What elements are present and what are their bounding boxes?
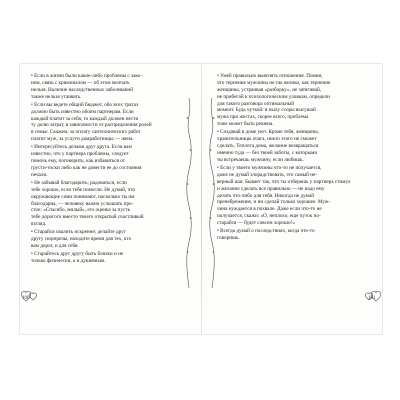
- text-line: тебе хорошо, если тебе помогли. Не думай, что: [31, 186, 136, 193]
- text-line: старайся — будет совсем хорошо!»: [217, 220, 295, 227]
- text-line: именно туда — без твоей заботы, с которыми: [217, 149, 318, 156]
- text-line: получается, скажи: «О, неплохо, еще чуток по-: [217, 213, 321, 220]
- text-line: даже не думай злорадствовать, это самый не-: [217, 171, 317, 178]
- right-page-text: [217, 73, 370, 242]
- text-line: • Если у твоего мужчины что-то не получается,: [217, 164, 322, 171]
- text-line: • Создавай в доме уют. Кроме тебя, женщины,: [217, 129, 319, 136]
- text-line: помочь ему, поговорить, как избавиться от: [31, 158, 126, 165]
- text-line: каждый платит за себя, то каждый должен нести: [31, 115, 139, 122]
- text-line: печали.: [31, 171, 48, 178]
- text-line: тебе дорогого вместо твоего открытый счастливый: [31, 214, 144, 221]
- text-line: что терпение мужчины не так велико, как терпение: [217, 79, 331, 86]
- text-line: • Если вы ведете общий бюджет, обо всех тратах: [31, 101, 139, 108]
- text-line: • Всегда думай о последствиях, когда что-то: [217, 228, 315, 235]
- text-line: пренебрежение, и ни сделай только хорошее. Муж-: [217, 199, 331, 206]
- book-spread: [20, 64, 382, 334]
- text-line: мужа при жестах, скорее всего, проблема: [217, 114, 309, 121]
- text-line: ты встречаешь мужчину, если любишь.: [217, 156, 304, 163]
- text-line: в семье. Скажем, за оплату сантехнических работ: [31, 129, 141, 136]
- text-line: верный шаг. Бывает так, что ты отберешь у партнера стимул: [217, 178, 351, 185]
- text-line: • Если в жизни были какие-либо проблемы с зако-: [31, 73, 142, 79]
- right-page-number: 101: [368, 296, 376, 301]
- text-line: • Не забывай благодарить, радоваться, если: [31, 179, 127, 186]
- text-line: также нельзя утаивать.: [31, 93, 82, 100]
- text-line: чина нуждается в похвале. Даже если что-то не: [217, 206, 322, 213]
- text-line: ту долю затрат, в зависимости от распределения ролей: [31, 122, 152, 129]
- text-line: нельзя. Наличие наследственных заболеваний: [31, 86, 133, 93]
- text-line: должно быть известно обоим партнерам. Если: [31, 108, 134, 115]
- left-page-text: [31, 73, 184, 265]
- text-line: вам дорог, и для себя.: [31, 243, 79, 250]
- text-line: • Умей правильно выяснять отношения. Помни,: [217, 73, 323, 79]
- text-line: взгляд.: [31, 221, 47, 228]
- left-vine-ornament: [186, 98, 192, 288]
- book-gutter: [201, 64, 202, 334]
- text-line: делать что-либо для тебя. Никогда не думай: [217, 192, 314, 199]
- text-line: известно, что у партнера проблемы, следует: [31, 151, 129, 158]
- text-line: только физически, а и душевным.: [31, 258, 106, 265]
- text-line: грусти-тоски либо как не довести ее до состояния: [31, 164, 142, 171]
- text-line: • Старайтесь друг другу быть близки и не: [31, 251, 124, 258]
- text-line: тоже может быть решена.: [217, 121, 274, 128]
- text-line: момент. Будь чуткой: в пылу ссоры высушай: [217, 107, 316, 114]
- text-line: • Интересуйтесь делами друг друга. Если вам: [31, 144, 132, 151]
- text-line: другу сюрпризы, находите время для тех, кто: [31, 236, 132, 243]
- text-line: хранительницы очага, никто этого не сможет: [217, 136, 317, 143]
- text-line: благодарна, — человеку важно услышать про-: [31, 200, 134, 207]
- left-page-number: 100: [22, 296, 30, 301]
- text-line: окружающие сами понимают, насколько ты им: [31, 193, 135, 200]
- text-line: женщины, устраивая «разборку», не затягивай,: [217, 86, 322, 93]
- right-vine-ornament: [209, 98, 215, 288]
- text-line: • Старайся хвалить искренне; делайте друг: [31, 229, 126, 236]
- text-line: для такого разговора оптимальный: [217, 100, 295, 107]
- text-line: не прибегай к психологическим уловкам, определи: [217, 93, 330, 100]
- text-line: сделать. Теплота дома, желание возвращаться: [217, 143, 319, 150]
- text-line: ном, связь с криминалом — об этом молчать: [31, 79, 130, 86]
- text-line: платит муж, за услуги домработницы — жена.: [31, 136, 134, 143]
- text-line: говоришь.: [217, 235, 240, 242]
- text-line: и желание сделать все правильно — не надо ему: [217, 185, 325, 192]
- text-line: стое: «Спасибо, милый», его оценка за пусть: [31, 207, 130, 214]
